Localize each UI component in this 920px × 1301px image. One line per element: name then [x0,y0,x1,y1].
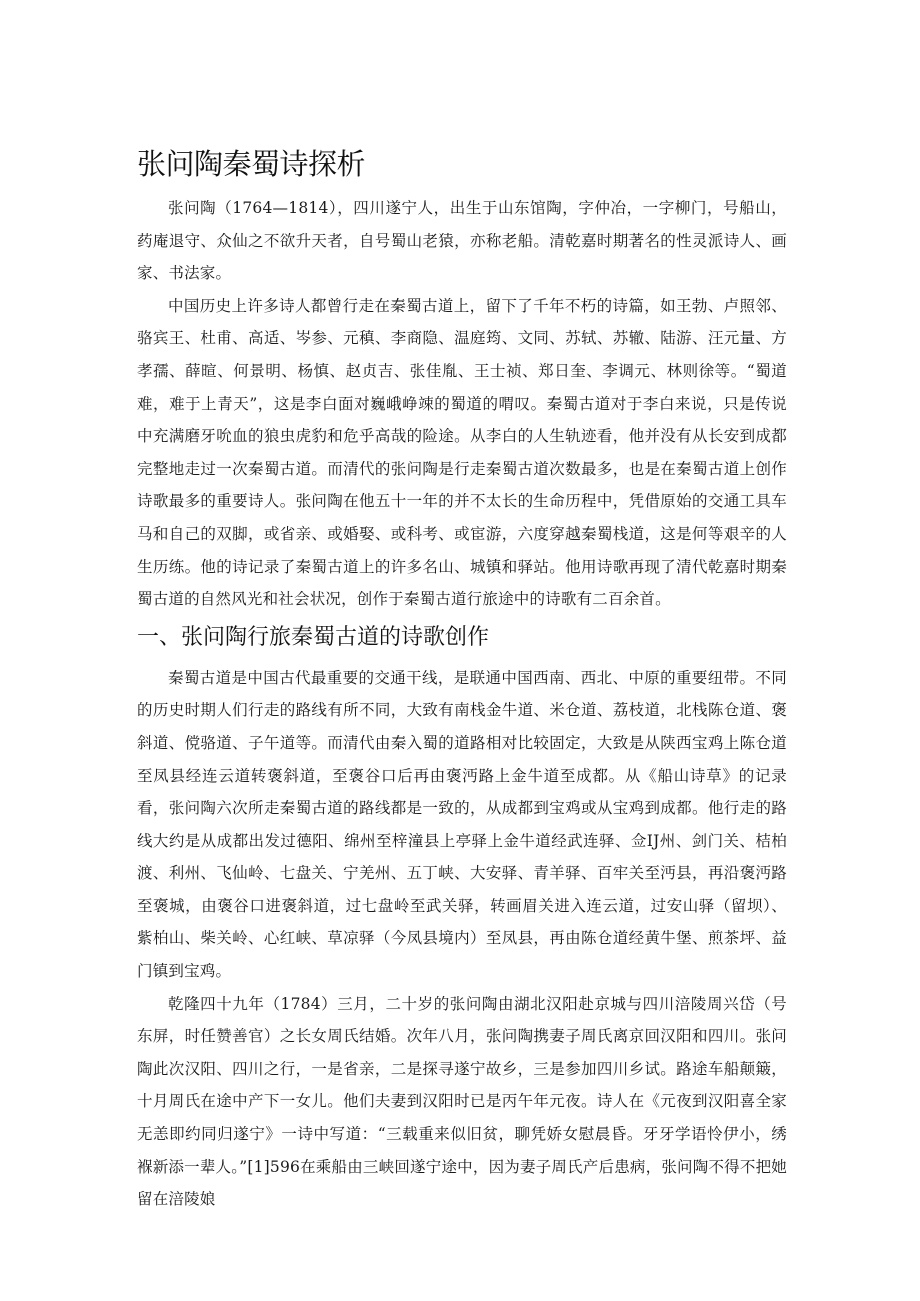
document-page [137,142,787,1216]
intro-paragraph-2: 中国历史上许多诗人都曾行走在秦蜀古道上，留下了千年不朽的诗篇，如王勃、卢照邻、骆宾王、杜甫、高适、岑参、元稹、李商隐、温庭筠、文同、苏轼、苏辙、陆游、汪元量、方孝孺、薛暄、何景明、杨慎、赵贞吉、张佳胤、王士祯、郑日奎、李调元、林则徐等。“蜀道难，难于上青天”，这是李白面对巍峨峥竦的蜀道的喟叹。秦蜀古道对于李白来说，只是传说中充满磨牙吮血的狼虫虎豹和危乎高哉的险途。从李白的人生轨迹看，他并没有从长安到成都完整地走过一次秦蜀古道。而清代的张问陶是行走秦蜀古道次数最多，也是在秦蜀古道上创作诗歌最多的重要诗人。张问陶在他五十一年的并不太长的生命历程中，凭借原始的交通工具车马和自己的双脚，或省亲、或婚娶、或科考、或宦游，六度穿越秦蜀栈道，这是何等艰辛的人生历练。他的诗记录了秦蜀古道上的许多名山、城镇和驿站。他用诗歌再现了清代乾嘉时期秦蜀古道的自然风光和社会状况，创作于秦蜀古道行旅途中的诗歌有二百余首。 [137,296,787,609]
section-heading: 一、张问陶行旅秦蜀古道的诗歌创作 [137,624,490,650]
document-title: 张问陶秦蜀诗探析 [137,147,366,181]
section-paragraph-2: 乾隆四十九年（1784）三月，二十岁的张问陶由湖北汉阳赴京城与四川涪陵周兴岱（号东屏，时任赞善官）之长女周氏结婚。次年八月，张问陶携妻子周氏离京回汉阳和四川。张问陶此次汉阳、四川之行，一是省亲，二是探寻遂宁故乡，三是参加四川乡试。路途车船颠簸，十月周氏在途中产下一女儿。他们夫妻到汉阳时已是丙午年元夜。诗人在《元夜到汉阳喜全家无恙即约同归遂宁》一诗中写道：“三载重来似旧贫，聊凭娇女慰晨昏。牙牙学语怜伊小，绣褓新添一辈人。”[1]596在乘船由三峡回遂宁途中，因为妻子周氏产后患病，张问陶不得不把她留在涪陵娘 [137,994,787,1209]
section-paragraph-1: 秦蜀古道是中国古代最重要的交通干线，是联通中国西南、西北、中原的重要纽带。不同的历史时期人们行走的路线有所不同，大致有南栈金牛道、米仓道、荔枝道，北栈陈仓道、褒斜道、傥骆道、子午道等。而清代由秦入蜀的道路相对比较固定，大致是从陕西宝鸡上陈仓道至凤县经连云道转褒斜道，至褒谷口后再由褒沔路上金牛道至成都。从《船山诗草》的记录看，张问陶六次所走秦蜀古道的路线都是一致的，从成都到宝鸡或从宝鸡到成都。他行走的路线大约是从成都出发过德阳、绵州至梓潼县上亭驿上金牛道经武连驿、佥IJ州、剑门关、桔柏渡、利州、飞仙岭、七盘关、宁羌州、五丁峡、大安驿、青羊驿、百牢关至沔县，再沿褒沔路至褒城，由褒谷口进褒斜道，过七盘岭至武关驿，转画眉关进入连云道，过安山驿（留坝）、紫柏山、柴关岭、心红峡、草凉驿（今凤县境内）至凤县，再由陈仓道经黄牛堡、煎茶坪、益门镇到宝鸡。 [137,668,787,981]
intro-paragraph-1: 张问陶（1764—1814），四川遂宁人，出生于山东馆陶，字仲冶，一字柳门，号船山，药庵退守、众仙之不欲升天者，自号蜀山老猿，亦称老船。清乾嘉时期著名的性灵派诗人、画家、书法家。 [137,199,787,283]
